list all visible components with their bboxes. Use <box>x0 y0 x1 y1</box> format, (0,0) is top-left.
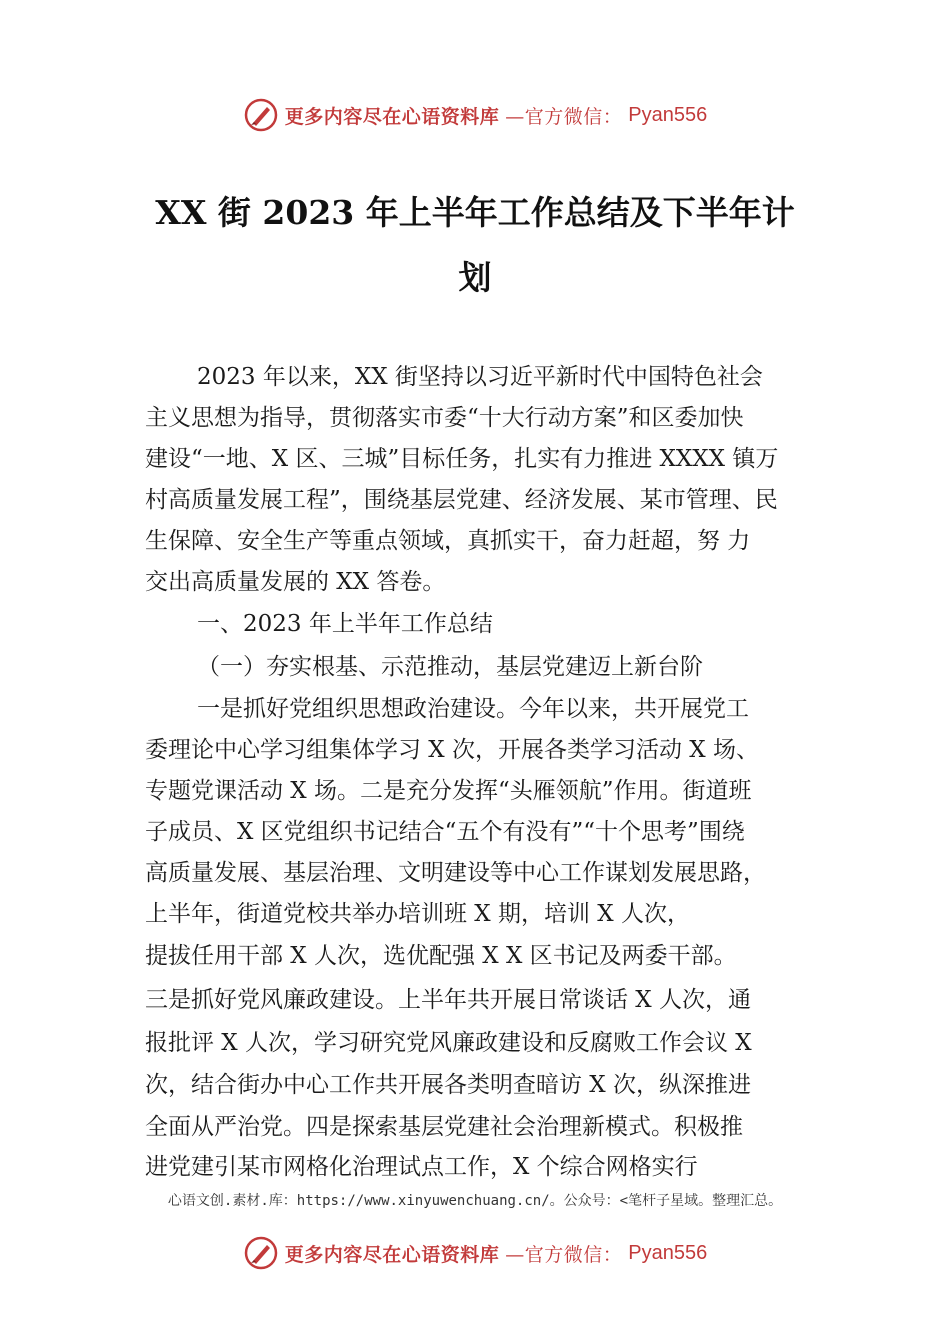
body-line: 报批评 X 人次，学习研究党风廉政建设和反腐败工作会议 X <box>145 1030 752 1056</box>
body-line: 专题党课活动 X 场。二是充分发挥“头雁领航”作用。街道班 <box>145 778 752 804</box>
banner-wechat-id: Pyan556 <box>628 1241 708 1264</box>
banner-text: 更多内容尽在心语资料库 <box>284 105 500 128</box>
body-line: 三是抓好党风廉政建设。上半年共开展日常谈话 X 人次，通 <box>145 987 751 1013</box>
section-heading: 一、2023 年上半年工作总结 <box>197 611 493 637</box>
banner-wechat-label: —官方微信： <box>505 1243 623 1266</box>
body-line: 子成员、X 区党组织书记结合“五个有没有”“十个思考”围绕 <box>145 819 745 845</box>
body-line: 主义思想为指导，贯彻落实市委“十大行动方案”和区委加快 <box>145 405 744 431</box>
brush-logo-icon <box>243 1235 279 1271</box>
body-line: 交出高质量发展的 XX 答卷。 <box>145 569 446 595</box>
body-line: 全面从严治党。四是探索基层党建社会治理新模式。积极推 <box>145 1114 743 1140</box>
body-line: 委理论中心学习组集体学习 X 次，开展各类学习活动 X 场、 <box>145 737 759 763</box>
body-line: 提拔任用干部 X 人次，选优配强 X X 区书记及两委干部。 <box>145 943 737 969</box>
banner-text: 更多内容尽在心语资料库 <box>284 1243 500 1266</box>
banner-wechat-id: Pyan556 <box>628 103 708 126</box>
body-line: 次，结合街办中心工作共开展各类明查暗访 X 次，纵深推进 <box>145 1072 751 1098</box>
body-line: 生保障、安全生产等重点领域，真抓实干，奋力赶超，努 力 <box>145 528 751 554</box>
body-line: 进党建引某市网格化治理试点工作，X 个综合网格实行 <box>145 1154 698 1180</box>
body-line: 高质量发展、基层治理、文明建设等中心工作谋划发展思路， <box>145 860 766 886</box>
banner-wechat-label: —官方微信： <box>505 105 623 128</box>
document-title-line-1: XX 街 2023 年上半年工作总结及下半年计 <box>155 193 795 232</box>
footer-source-note: 心语文创.素材.库：https://www.xinyuwenchuang.cn/。公众号：<笔杆子星域。整理汇总。 <box>167 1193 783 1209</box>
footer-banner <box>0 1231 950 1275</box>
header-banner <box>0 93 950 137</box>
body-line: 一是抓好党组织思想政治建设。今年以来，共开展党工 <box>197 696 749 722</box>
body-line: 村高质量发展工程”，围绕基层党建、经济发展、某市管理、民 <box>145 487 778 513</box>
body-line: 建设“一地、X 区、三城”目标任务，扎实有力推进 XXXX 镇万 <box>145 446 779 472</box>
body-line: 2023 年以来，XX 街坚持以习近平新时代中国特色社会 <box>197 364 763 390</box>
body-line: 上半年，街道党校共举办培训班 X 期，培训 X 人次， <box>145 901 690 927</box>
document-title-line-2: 划 <box>458 258 492 297</box>
subsection-heading: （一）夯实根基、示范推动，基层党建迈上新台阶 <box>197 654 703 680</box>
brush-logo-icon <box>243 97 279 133</box>
